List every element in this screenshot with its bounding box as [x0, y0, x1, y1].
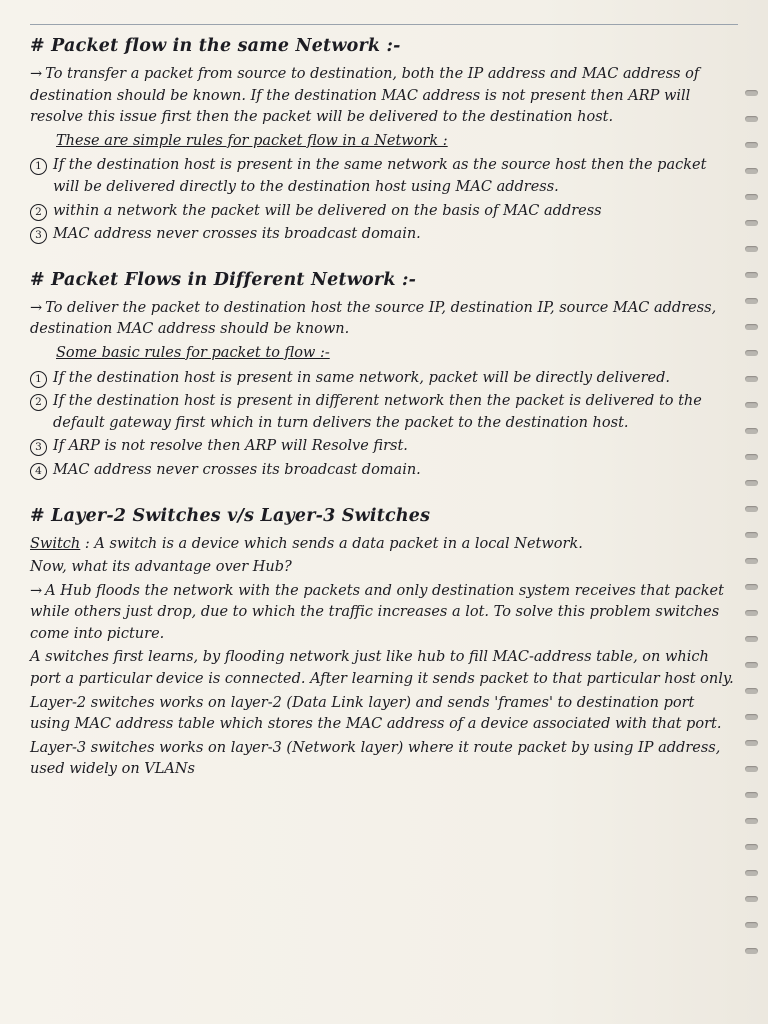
list-item: 2 within a network the packet will be delivered on the basis of MAC address	[30, 201, 734, 223]
switch-definition: Switch : A switch is a device which sends a data packet in a local Network.	[30, 535, 583, 552]
switch-learning: A switches first learns, by flooding network just like hub to fill MAC-address table, on which port a particular device is connected. After learning it sends packet to that particular host only.	[30, 649, 734, 688]
binding-hole	[745, 246, 758, 252]
binding-hole	[745, 870, 758, 876]
hub-question: Now, what its advantage over Hub?	[30, 559, 292, 576]
number-badge: 2	[30, 204, 47, 221]
top-margin-line	[30, 24, 738, 25]
binding-hole	[745, 220, 758, 226]
binding-hole	[745, 168, 758, 174]
list-item: 4 MAC address never crosses its broadcast domain.	[30, 460, 734, 482]
binding-hole	[745, 532, 758, 538]
binding-hole	[745, 480, 758, 486]
arrow-icon: →	[30, 299, 43, 316]
number-badge: 3	[30, 439, 47, 456]
binding-hole	[745, 116, 758, 122]
binding-hole	[745, 818, 758, 824]
notes-content	[30, 34, 734, 783]
number-badge: 4	[30, 463, 47, 480]
binding-hole	[745, 324, 758, 330]
arrow-icon: →	[30, 582, 43, 599]
binding-hole	[745, 662, 758, 668]
number-badge: 2	[30, 394, 47, 411]
hub-explanation: → A Hub floods the network with the packets and only destination system receives that packet while others just drop, due to which the traffic increases a lot. To solve this problem switches come into picture.	[30, 582, 724, 642]
layer3-explanation: Layer-3 switches works on layer-3 (Network layer) where it route packet by using IP address, used widely on VLANs	[30, 739, 721, 778]
binding-hole	[745, 428, 758, 434]
list-item: 1 If the destination host is present in the same network as the source host then the packet will be delivered directly to the destination host using MAC address.	[30, 155, 734, 198]
binding-hole	[745, 740, 758, 746]
list-item: 1 If the destination host is present in same network, packet will be directly delivered.	[30, 368, 734, 390]
number-badge: 1	[30, 371, 47, 388]
binding-hole	[745, 350, 758, 356]
binding-hole	[745, 584, 758, 590]
binding-hole	[745, 766, 758, 772]
binding-hole	[745, 558, 758, 564]
binding-hole	[745, 922, 758, 928]
binding-hole	[745, 194, 758, 200]
binding-hole	[745, 688, 758, 694]
binding-hole	[745, 844, 758, 850]
binding-hole	[745, 90, 758, 96]
binding-hole	[745, 454, 758, 460]
section2-intro: → To deliver the packet to destination host the source IP, destination IP, source MAC address, destination MAC address should be known.	[30, 299, 717, 338]
binding-hole	[745, 636, 758, 642]
number-badge: 3	[30, 227, 47, 244]
layer2-explanation: Layer-2 switches works on layer-2 (Data Link layer) and sends 'frames' to destination port using MAC address table which stores the MAC address of a device associated with that port.	[30, 694, 722, 733]
list-item: 2 If the destination host is present in different network then the packet is delivered to the default gateway first which in turn delivers the packet to the destination host.	[30, 391, 734, 434]
section1-rules-title: These are simple rules for packet flow in a Network :	[56, 132, 448, 149]
binding-hole	[745, 142, 758, 148]
binding-hole	[745, 610, 758, 616]
section2-heading: # Packet Flows in Different Network :-	[30, 269, 417, 290]
binding-hole	[745, 792, 758, 798]
section3-heading: # Layer-2 Switches v/s Layer-3 Switches	[30, 505, 431, 526]
section2-rules-title: Some basic rules for packet to flow :-	[56, 344, 330, 361]
arrow-icon: →	[30, 66, 43, 82]
section1-intro: → To transfer a packet from source to destination, both the IP address and MAC address of destination should be known. If the destination MAC address is not present then ARP will resolve this issue first then the packet will be delivered to the destination host.	[30, 66, 700, 126]
list-item: 3 If ARP is not resolve then ARP will Resolve first.	[30, 436, 734, 458]
binding-hole	[745, 714, 758, 720]
binding-hole	[745, 272, 758, 278]
binding-hole	[745, 506, 758, 512]
binding-hole	[745, 896, 758, 902]
binding-hole	[745, 376, 758, 382]
binding-hole	[745, 298, 758, 304]
list-item: 3 MAC address never crosses its broadcast domain.	[30, 224, 734, 246]
binding-hole	[745, 948, 758, 954]
number-badge: 1	[30, 158, 47, 175]
spiral-binding	[740, 90, 762, 1010]
section1-heading: # Packet flow in the same Network :-	[30, 36, 401, 56]
binding-hole	[745, 402, 758, 408]
